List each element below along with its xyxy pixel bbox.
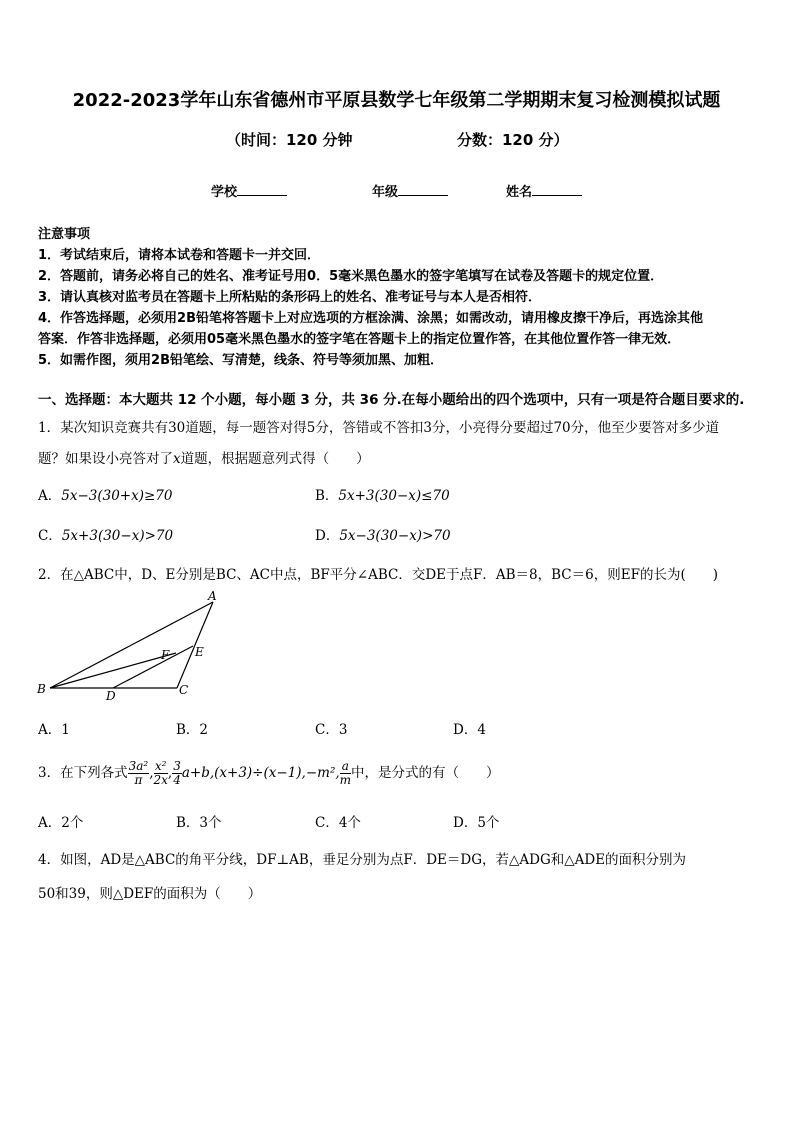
q4-line1: 4．如图，AD是△ABC的角平分线，DF⊥AB，垂足分别为点F．DE＝DG，若△ADG和△ADE的面积分别为 — [38, 852, 687, 868]
q1-option-a[interactable] — [38, 484, 172, 504]
q2-option-a[interactable] — [38, 718, 70, 738]
q3-suffix: 中，是分式的有（ ） — [351, 765, 500, 781]
q3-fraction-1: $\frac{\text{3a²}}{\pi}$ — [128, 759, 149, 787]
section-heading: 一、选择题：本大题共 12 个小题，每小题 3 分，共 36 分.在每小题给出的四个选项中，只有一项是符合题目要求的. — [38, 392, 745, 408]
option-label: B． — [176, 815, 200, 831]
option-value: 5个 — [477, 815, 500, 831]
school-blank[interactable] — [237, 183, 287, 196]
label-d: D — [106, 689, 116, 703]
option-label: C． — [315, 722, 339, 738]
option-value: 3 — [338, 722, 348, 738]
option-label: A． — [38, 815, 62, 831]
option-value: 1 — [61, 722, 70, 738]
option-label: B． — [176, 722, 200, 738]
option-label: D． — [453, 815, 478, 831]
option-label: B． — [315, 488, 339, 504]
grade-label: 年级 — [372, 185, 399, 200]
school-field — [211, 181, 287, 200]
option-value: 4 — [477, 722, 486, 738]
notice-item: 4．作答选择题，必须用2B铅笔将答题卡上对应选项的方框涂满、涂黑；如需改动，请用橡皮擦干净后，再选涂其他 — [38, 311, 704, 326]
notice-item: 2．答题前，请务必将自己的姓名、准考证号用0．5毫米黑色墨水的签字笔填写在试卷及答题卡的规定位置． — [38, 269, 664, 284]
option-value: 4个 — [338, 815, 361, 831]
name-label: 姓名 — [506, 185, 533, 200]
option-label: C． — [315, 815, 339, 831]
q2-text: 2．在△ABC中，D、E分别是BC、AC中点，BF平分∠ABC．交DE于点F．AB＝8，BC＝6，则EF的长为( ) — [38, 567, 718, 583]
option-expr: 5x−3(30+x)≥70 — [61, 488, 173, 504]
q3-option-c[interactable] — [315, 811, 361, 831]
option-label: A． — [38, 488, 62, 504]
option-label: C． — [38, 528, 62, 544]
q3-line: 3．在下列各式 $\frac{\text{3a²}}{\pi}$ , $\frac{\text{x²}}{2x}$ , $\frac{3}{4}$ a+b,(x+3)÷(x−1),−m², $\frac{a}{m}$ 中，是分式的有（ ） — [38, 759, 500, 787]
school-label: 学校 — [211, 185, 238, 200]
q3-fraction-2: $\frac{\text{x²}}{2x}$ — [153, 759, 168, 787]
notice-heading: 注意事项 — [38, 227, 91, 242]
option-label: D． — [453, 722, 478, 738]
label-e: E — [195, 645, 204, 659]
q2-triangle-figure — [30, 590, 230, 710]
exam-score: 分数：120 分） — [457, 131, 569, 149]
q3-fraction-3: $\frac{3}{4}$ — [173, 759, 181, 787]
q4-line2: 50和39，则△DEF的面积为（ ） — [38, 886, 262, 902]
segment-bf — [50, 653, 176, 688]
segment-ba — [50, 602, 213, 688]
q3-prefix: 3．在下列各式 — [38, 765, 128, 781]
option-expr: 5x+3(30−x)>70 — [61, 528, 174, 544]
grade-field — [372, 181, 448, 200]
q2-option-d[interactable] — [453, 718, 486, 738]
q2-option-c[interactable] — [315, 718, 347, 738]
q3-option-a[interactable] — [38, 811, 83, 831]
q1-line2 — [38, 447, 370, 467]
q2-option-b[interactable] — [176, 718, 208, 738]
option-expr: 5x−3(30−x)>70 — [339, 528, 451, 544]
q3-option-b[interactable] — [176, 811, 222, 831]
q1-line2-a: 题？如果设小亮答对了 — [38, 451, 173, 467]
q1-line2-b: 道题，根据题意列式得（ ） — [180, 451, 370, 467]
notice-item: 5．如需作图，须用2B铅笔绘、写清楚，线条、符号等须加黑、加粗． — [38, 353, 443, 368]
option-value: 3个 — [199, 815, 222, 831]
notice-item: 3．请认真核对监考员在答题卡上所粘贴的条形码上的姓名、准考证号与本人是否相符． — [38, 290, 542, 305]
label-c: C — [179, 683, 189, 697]
grade-blank[interactable] — [398, 183, 448, 196]
q3-expressions: a+b,(x+3)÷(x−1),−m², — [181, 765, 340, 781]
option-label: D． — [315, 528, 340, 544]
exam-title: 2022-2023学年山东省德州市平原县数学七年级第二学期期末复习检测模拟试题 — [72, 90, 721, 111]
label-b: B — [37, 682, 46, 696]
label-a: A — [208, 590, 217, 603]
q3-fraction-4: $\frac{a}{m}$ — [339, 759, 352, 787]
label-f: F — [161, 648, 170, 662]
exam-time: （时间：120 分钟 — [226, 131, 353, 149]
option-label: A． — [38, 722, 62, 738]
notice-item: 答案．作答非选择题，必须用05毫米黑色墨水的签字笔在答题卡上的指定位置作答，在其他位置作答一律无效． — [38, 332, 681, 347]
notice-item: 1．考试结束后，请将本试卷和答题卡一并交回． — [38, 248, 321, 263]
option-expr: 5x+3(30−x)≤70 — [338, 488, 450, 504]
q1-option-d[interactable] — [315, 524, 451, 544]
name-blank[interactable] — [532, 183, 582, 196]
option-value: 2 — [199, 722, 209, 738]
q1-option-b[interactable] — [315, 484, 450, 504]
q1-option-c[interactable] — [38, 524, 173, 544]
q1-line1: 1．某次知识竞赛共有30道题，每一题答对得5分，答错或不答扣3分，小亮得分要超过70分，他至少要答对多少道 — [38, 420, 720, 436]
option-value: 2个 — [61, 815, 84, 831]
q3-option-d[interactable] — [453, 811, 499, 831]
name-field — [506, 181, 582, 200]
q1-var: x — [173, 451, 181, 467]
